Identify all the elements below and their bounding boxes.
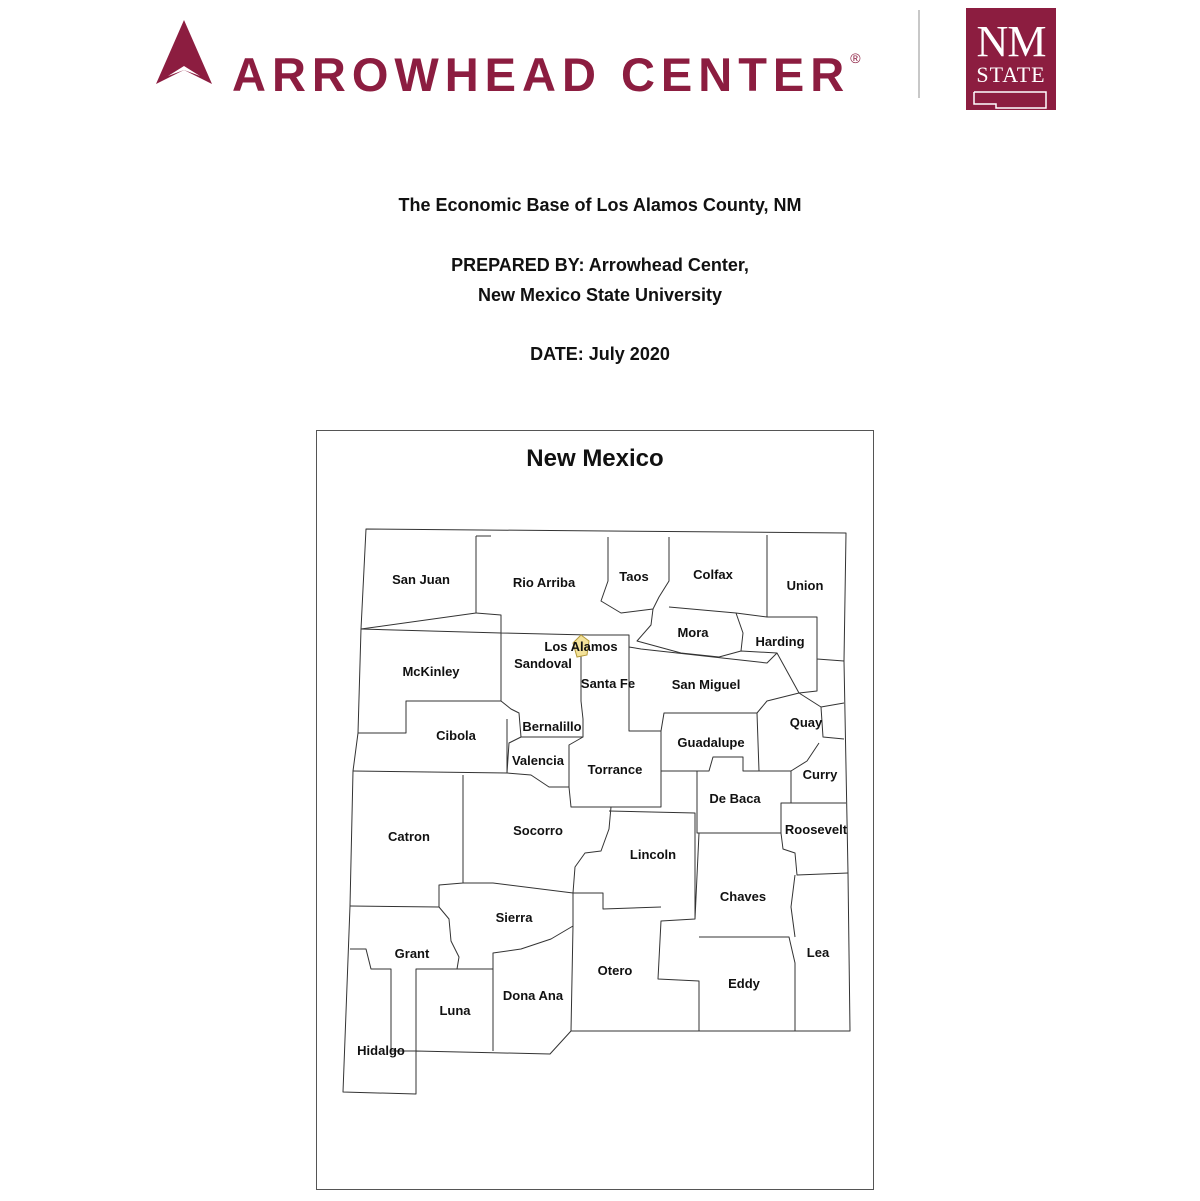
county-label-de-baca: De Baca: [709, 791, 761, 806]
nmsu-logo-line2: STATE: [976, 62, 1046, 87]
county-label-san-juan: San Juan: [392, 572, 450, 587]
county-label-santa-fe: Santa Fe: [580, 676, 636, 691]
prepared-by-line2: New Mexico State University: [477, 285, 723, 305]
county-label-curry: Curry: [802, 767, 838, 782]
new-mexico-county-map: [1, 1, 1200, 1201]
county-label-lea: Lea: [806, 945, 830, 960]
county-label-harding: Harding: [755, 634, 805, 649]
county-label-union: Union: [786, 578, 824, 593]
county-label-torrance: Torrance: [587, 762, 643, 777]
brand-name: ARROWHEAD CENTER: [232, 48, 851, 101]
county-label-quay: Quay: [789, 715, 823, 730]
county-label-los-alamos: Los Alamos: [544, 639, 618, 654]
county-label-guadalupe: Guadalupe: [677, 735, 745, 750]
map-figure: [316, 430, 874, 1190]
county-label-socorro: Socorro: [513, 823, 563, 838]
county-label-hidalgo: Hidalgo: [357, 1043, 405, 1058]
county-label-taos: Taos: [619, 569, 649, 584]
county-label-otero: Otero: [597, 963, 633, 978]
county-label-cibola: Cibola: [436, 728, 476, 743]
county-label-lincoln: Lincoln: [629, 847, 677, 862]
registered-mark: ®: [850, 50, 861, 66]
county-label-san-miguel: San Miguel: [671, 677, 741, 692]
county-label-bernalillo: Bernalillo: [522, 719, 582, 734]
county-label-rio-arriba: Rio Arriba: [512, 575, 576, 590]
document-date: DATE: July 2020: [530, 344, 670, 364]
prepared-by-line1: PREPARED BY: Arrowhead Center,: [451, 255, 749, 275]
county-label-chaves: Chaves: [719, 889, 767, 904]
document-title: The Economic Base of Los Alamos County, NM: [398, 195, 802, 215]
county-label-mora: Mora: [677, 625, 709, 640]
county-label-catron: Catron: [388, 829, 430, 844]
county-label-colfax: Colfax: [693, 567, 733, 582]
county-label-sierra: Sierra: [495, 910, 533, 925]
map-title: New Mexico: [526, 445, 664, 472]
state-outline: [343, 529, 850, 1094]
county-label-valencia: Valencia: [511, 753, 565, 768]
county-label-sandoval: Sandoval: [514, 656, 572, 671]
county-label-eddy: Eddy: [728, 976, 760, 991]
nmsu-logo-line1: NM: [976, 17, 1046, 66]
county-label-dona-ana: Dona Ana: [502, 988, 564, 1003]
county-label-luna: Luna: [439, 1003, 471, 1018]
county-label-grant: Grant: [394, 946, 430, 961]
county-label-roosevelt: Roosevelt: [784, 822, 848, 837]
county-label-mckinley: McKinley: [402, 664, 460, 679]
